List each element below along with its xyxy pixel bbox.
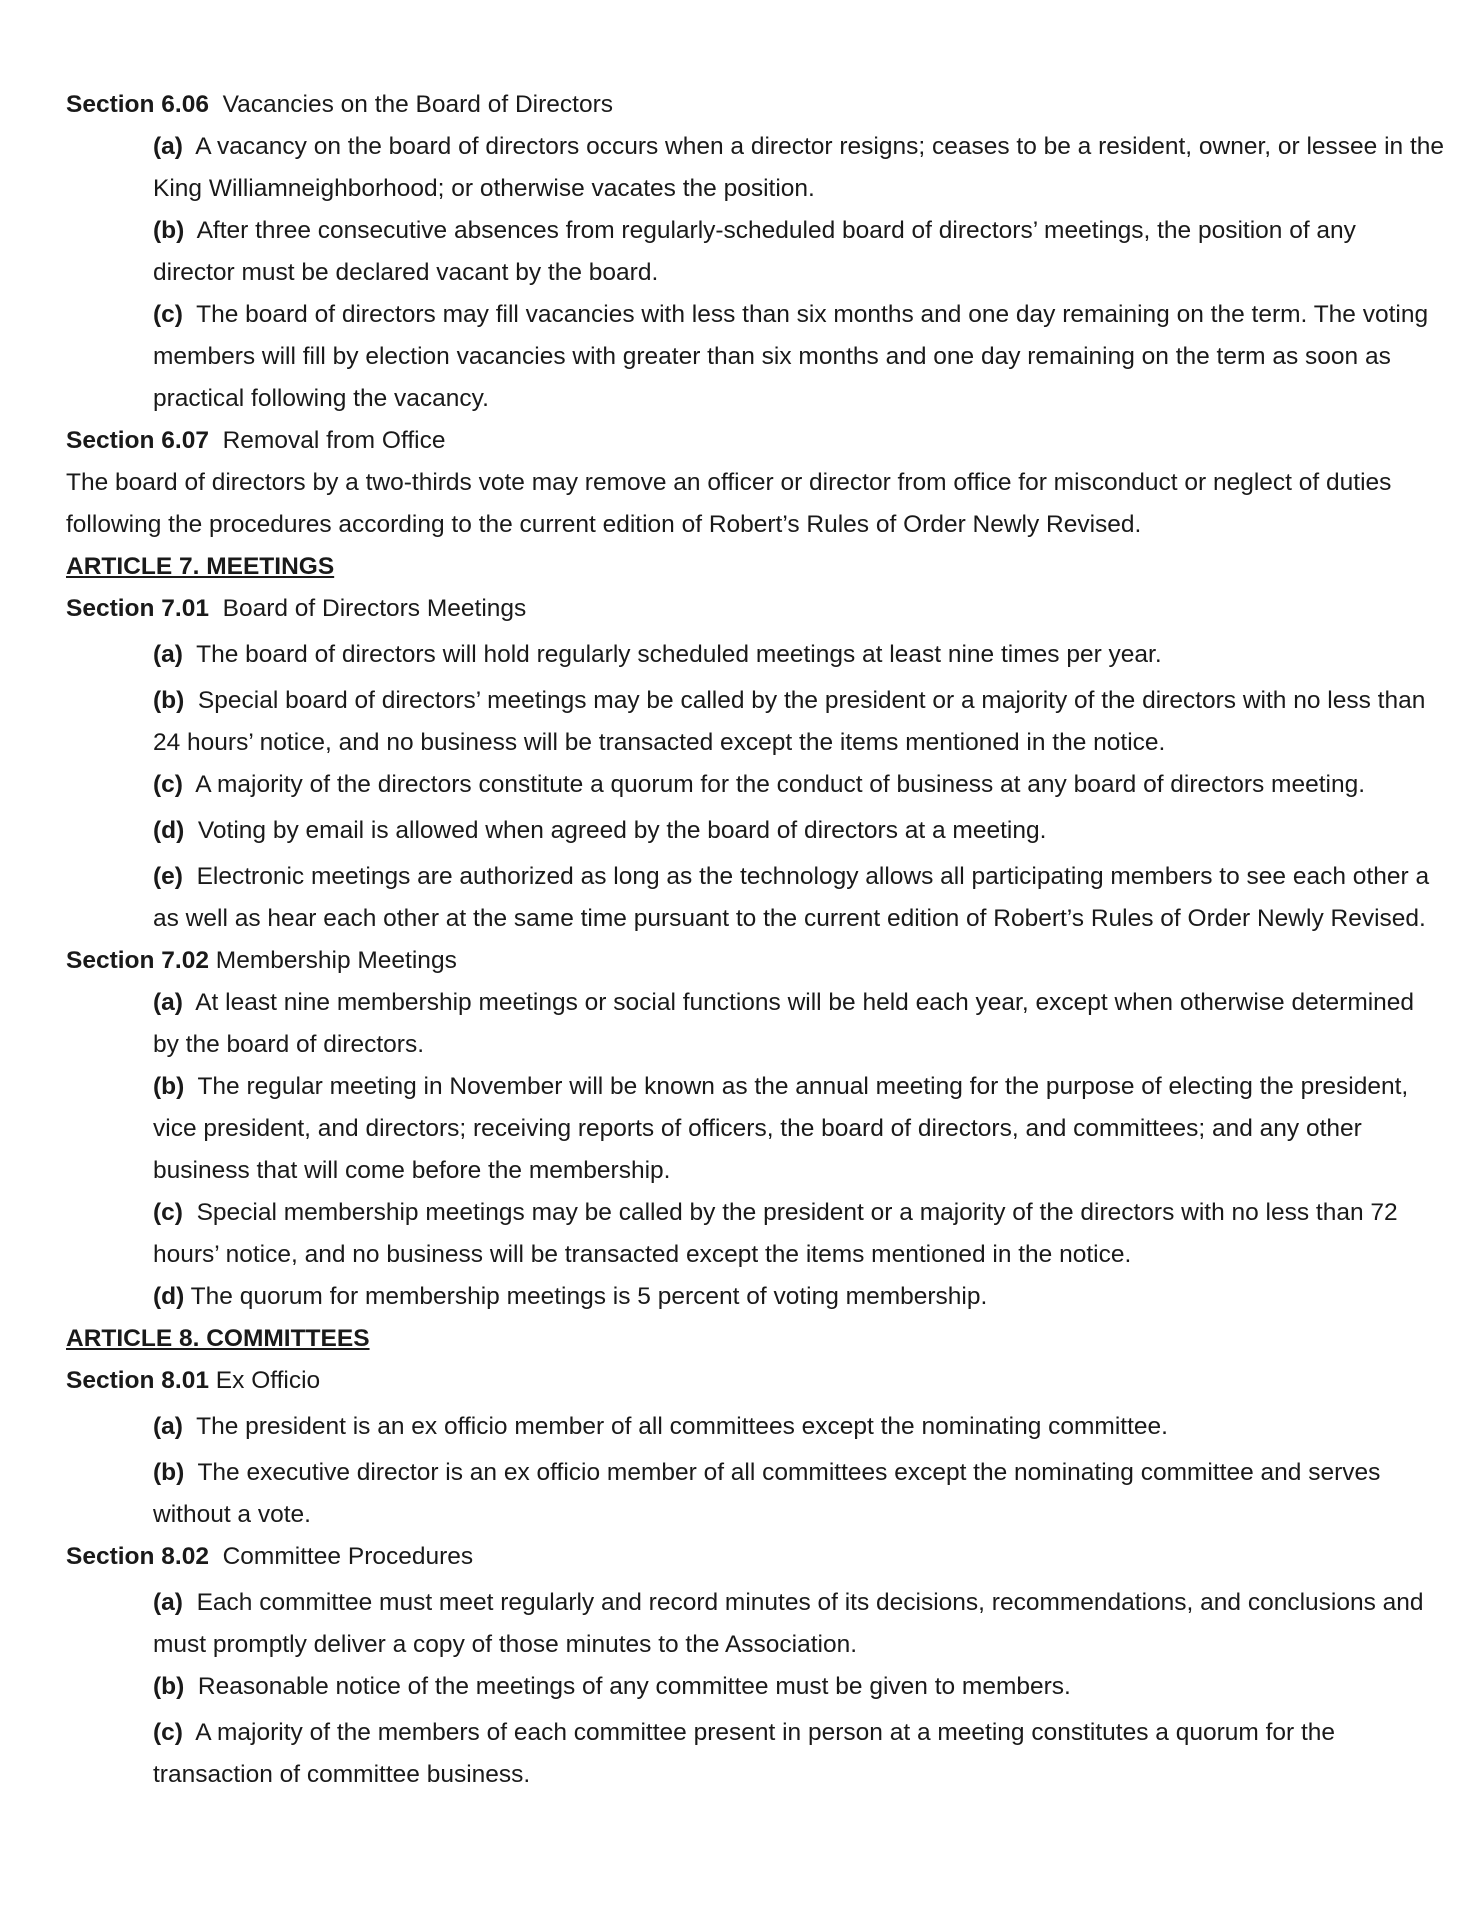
bylaws-page: [66, 84, 1445, 1796]
clause: [66, 1582, 1426, 1666]
clause-marker: (a): [153, 1413, 183, 1440]
clause-text: A majority of the members of each committee present in person at a meeting constitutes a quorum for the: [195, 1719, 1336, 1746]
clause: [66, 1066, 1426, 1192]
clause-marker: (e): [153, 863, 183, 890]
clause-text: The president is an ex officio member of all committees except the nominating committee.: [196, 1413, 1168, 1440]
clause-text: practical following the vacancy.: [153, 385, 489, 412]
clause-marker: (c): [153, 1199, 183, 1226]
clause-marker: (d): [153, 817, 185, 844]
clause: [66, 1406, 1426, 1448]
clause: [66, 634, 1426, 676]
section-title: Removal from Office: [222, 427, 446, 454]
clause-marker: (b): [153, 687, 185, 714]
clause-marker: (c): [153, 1719, 183, 1746]
clause-marker: (b): [153, 217, 185, 244]
clause-marker: (a): [153, 641, 183, 668]
clause: [66, 982, 1426, 1066]
clause: [66, 856, 1430, 940]
clause-marker: (a): [153, 133, 183, 160]
section-number: Section 7.02: [66, 947, 209, 974]
clause-text: The executive director is an ex officio member of all committees except the nominating committee and serves: [197, 1459, 1381, 1486]
clause: [66, 1276, 1426, 1318]
clause-text: by the board of directors.: [153, 1031, 425, 1058]
clause-text: A vacancy on the board of directors occurs when a director resigns; ceases to be a resident, owner, or lessee in the: [195, 133, 1445, 160]
clause: [66, 1712, 1426, 1796]
clause-text: Each committee must meet regularly and record minutes of its decisions, recommendations, and conclusions and: [196, 1589, 1424, 1616]
section-number: Section 6.07: [66, 427, 209, 454]
section-title: Committee Procedures: [222, 1543, 474, 1570]
section-heading: [66, 1536, 1426, 1578]
clause-text: transaction of committee business.: [153, 1761, 531, 1788]
clause-text: Special membership meetings may be called by the president or a majority of the directors with no less than 72: [196, 1199, 1398, 1226]
clause-text: The regular meeting in November will be known as the annual meeting for the purpose of electing the president,: [197, 1073, 1409, 1100]
clause-text: hours’ notice, and no business will be transacted except the items mentioned in the notice.: [153, 1241, 1132, 1268]
clause-text: After three consecutive absences from regularly-scheduled board of directors’ meetings, the position of any: [196, 217, 1356, 244]
clause-text: Electronic meetings are authorized as long as the technology allows all participating members to see each other a: [196, 863, 1430, 890]
clause-text: The quorum for membership meetings is 5 percent of voting membership.: [190, 1283, 988, 1310]
paragraph-text: The board of directors by a two-thirds vote may remove an officer or director from office for misconduct or neglect of duties: [66, 469, 1392, 496]
article-heading: ARTICLE 8. COMMITTEES: [66, 1325, 370, 1352]
clause: [66, 1192, 1426, 1276]
clause-text: Voting by email is allowed when agreed by the board of directors at a meeting.: [197, 817, 1047, 844]
clause-text: At least nine membership meetings or social functions will be held each year, except when otherwise determined: [195, 989, 1415, 1016]
clause-text: 24 hours’ notice, and no business will be transacted except the items mentioned in the notice.: [153, 729, 1166, 756]
clause: [66, 1666, 1426, 1708]
clause-text: members will fill by election vacancies with greater than six months and one day remaining on the term as soon as: [153, 343, 1391, 370]
clause-text: director must be declared vacant by the board.: [153, 259, 659, 286]
section-heading: [66, 588, 1426, 630]
section-title: Vacancies on the Board of Directors: [222, 91, 613, 118]
clause: [66, 680, 1426, 764]
clause-text: The board of directors may fill vacancies with less than six months and one day remaining on the term. The voting: [196, 301, 1429, 328]
section-heading: [66, 1360, 1426, 1402]
clause-marker: (a): [153, 1589, 183, 1616]
clause: [66, 1452, 1426, 1536]
clause-marker: (c): [153, 771, 183, 798]
section-number: Section 6.06: [66, 91, 209, 118]
clause: [66, 810, 1426, 852]
clause-text: The board of directors will hold regularly scheduled meetings at least nine times per year.: [196, 641, 1162, 668]
clause: [66, 126, 1445, 210]
clause-text: must promptly deliver a copy of those minutes to the Association.: [153, 1631, 858, 1658]
section-number: Section 7.01: [66, 595, 209, 622]
clause-marker: (b): [153, 1073, 185, 1100]
clause-marker: (d): [153, 1283, 185, 1310]
clause-text: Reasonable notice of the meetings of any committee must be given to members.: [197, 1673, 1071, 1700]
clause-text: A majority of the directors constitute a quorum for the conduct of business at any board of directors meeting.: [195, 771, 1366, 798]
clause-text: business that will come before the membership.: [153, 1157, 671, 1184]
section-title: Membership Meetings: [215, 947, 457, 974]
clause-marker: (b): [153, 1673, 185, 1700]
clause-text: Special board of directors’ meetings may be called by the president or a majority of the directors with no less than: [197, 687, 1426, 714]
section-number: Section 8.01: [66, 1367, 209, 1394]
clause-text: vice president, and directors; receiving reports of officers, the board of directors, and committees; and any other: [153, 1115, 1362, 1142]
clause-text: without a vote.: [153, 1501, 311, 1528]
paragraph-text: following the procedures according to the current edition of Robert’s Rules of Order Newly Revised.: [66, 511, 1142, 538]
clause-marker: (c): [153, 301, 183, 328]
clause: [66, 294, 1429, 420]
section-heading: [66, 940, 1426, 982]
section-title: Board of Directors Meetings: [222, 595, 527, 622]
clause-text: as well as hear each other at the same time pursuant to the current edition of Robert’s Rules of Order Newly Revised.: [153, 905, 1426, 932]
clause: [66, 210, 1426, 294]
section-heading: [66, 84, 1426, 126]
clause-marker: (a): [153, 989, 183, 1016]
clause-marker: (b): [153, 1459, 185, 1486]
clause-text: King Williamneighborhood; or otherwise vacates the position.: [153, 175, 815, 202]
clause: [66, 764, 1426, 806]
section-heading: [66, 420, 1426, 462]
section-title: Ex Officio: [215, 1367, 321, 1394]
section-number: Section 8.02: [66, 1543, 209, 1570]
article-heading: ARTICLE 7. MEETINGS: [66, 553, 335, 580]
